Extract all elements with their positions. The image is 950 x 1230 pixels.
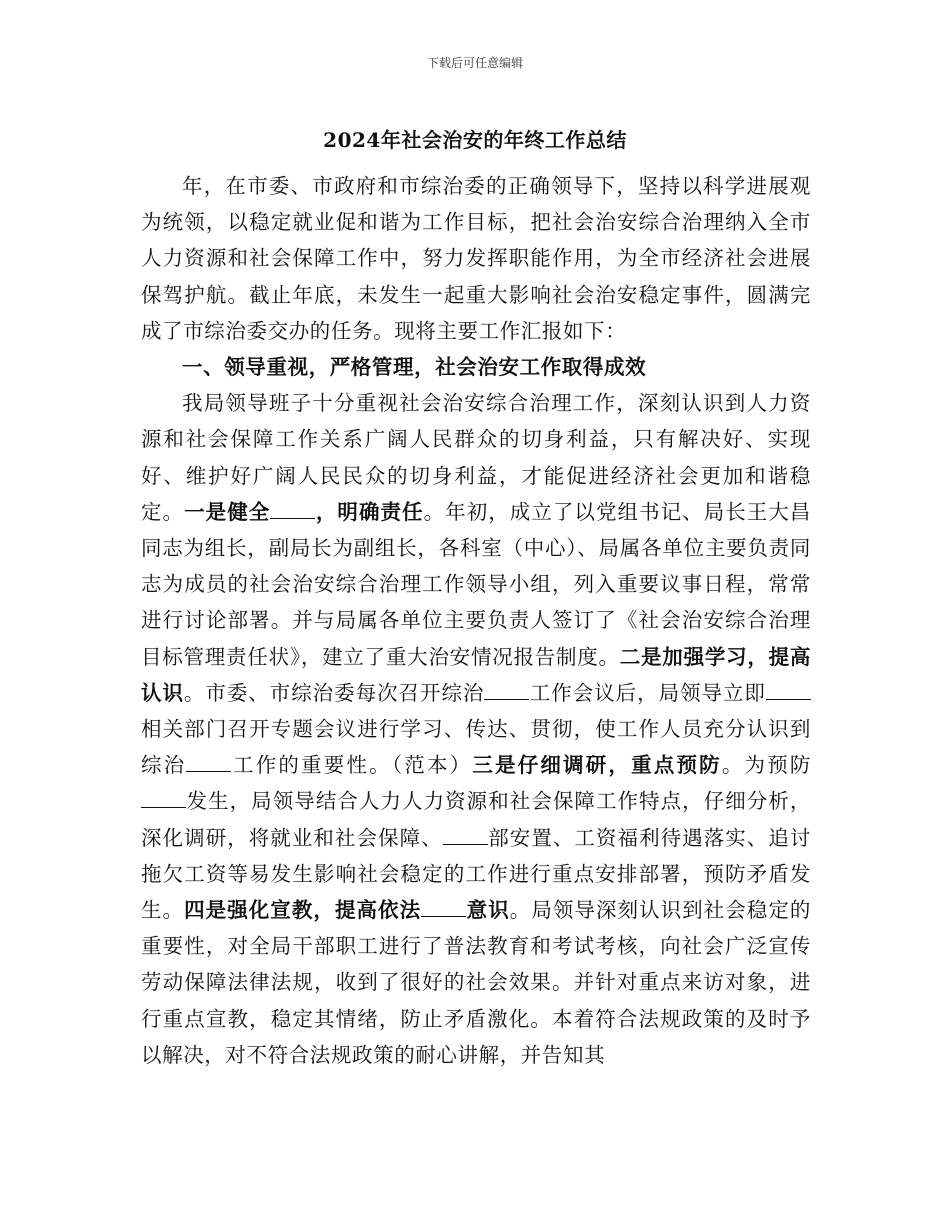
text-run: 我局领导班子十分重视社会治安综合治理工作，深刻认识到人力资源和社会保障工作关系广阔人民群众的切身利益，只有解决好、实现好、维护好广阔人民民众的切身利益，才能促进经济社会更加和谐稳定。 — [141, 391, 811, 524]
bold-run: ，明确责任 — [315, 499, 424, 524]
bold-run: 四是强化宣教，提高依法 — [184, 898, 422, 923]
header-note: 下载后可任意编辑 — [426, 56, 523, 70]
blank-line — [270, 498, 315, 518]
blank-line — [141, 788, 186, 808]
bold-run: 意识 — [466, 898, 510, 923]
text-run: 相关部门召开专题会议进行学习、传达、贯彻，使工作人员充分认识到综治 — [141, 717, 811, 778]
section-heading-1: 一、领导重视，严格管理，社会治安工作取得成效 — [182, 355, 647, 380]
blank-line — [766, 679, 811, 699]
blank-line — [443, 824, 488, 844]
bold-run: 三是仔细调研，重点预防 — [472, 753, 722, 778]
blank-line — [186, 752, 231, 772]
text-run: 部安置、工资福利待遇落实、追讨拖欠工资等易发生影响社会稳定的工作进行重点安排部署，预防矛盾发生。 — [141, 825, 812, 923]
intro-paragraph: 年，在市委、市政府和市综治委的正确领导下，坚持以科学进展观为统领，以稳定就业促和谐为工作目标，把社会治安综合治理纳入全市人力资源和社会保障工作中，努力发挥职能作用，为全市经济社会进展保驾护航。截止年底，未发生一起重大影响社会治安稳定事件，圆满完成了市综治委交办的任务。现将主要工作汇报如下： — [141, 174, 811, 343]
document-body — [141, 168, 811, 1073]
bold-run: 二是加强学习，提高认识 — [141, 644, 811, 705]
bold-run: 一是健全 — [184, 499, 271, 524]
text-run: 。为预防 — [721, 753, 811, 778]
text-run: 。年初，成立了以党组书记、局长王大昌同志为组长，副局长为副组长，各科室（中心）、局属各单位主要负责同志为成员的社会治安综合治理工作领导小组，列入重要议事日程，常常进行讨论部署。并与局属各单位主要负责人签订了《社会治安综合治理目标管理责任状》，建立了重大治安情况报告制度。 — [141, 499, 812, 669]
text-run: 发生，局领导结合人力人力资源和社会保障工作特点，仔细分析，深化调研，将就业和社会保障、 — [141, 789, 811, 850]
blank-line — [421, 897, 466, 917]
body-paragraph-2 — [141, 385, 811, 1073]
text-run: 工作会议后，局领导立即 — [529, 680, 766, 705]
text-run: 工作的重要性。（范本） — [231, 753, 473, 778]
document-title: 2024年社会治安的年终工作总结 — [323, 128, 627, 152]
blank-line — [484, 679, 529, 699]
text-run: 。局领导深刻认识到社会稳定的重要性，对全局干部职工进行了普法教育和考试考核，向社会广泛宣传劳动保障法律法规，收到了很好的社会效果。并针对重点来访对象，进行重点宣教，稳定其情绪，防止矛盾激化。本着符合法规政策的及时予以解决，对不符合法规政策的耐心讲解，并告知其 — [141, 898, 812, 1067]
text-run: 。市委、市综治委每次召开综治 — [183, 680, 485, 705]
